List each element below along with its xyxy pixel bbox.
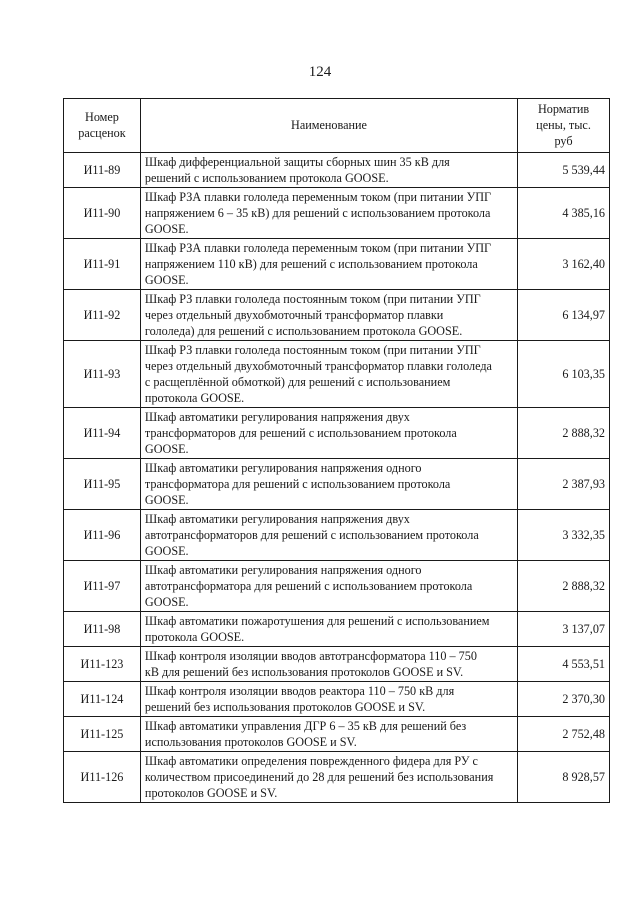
rate-price: 2 888,32: [518, 561, 610, 612]
rate-name-line: гололеда) для решений с использованием протокола GOOSE.: [144, 324, 463, 338]
rate-name: [140, 717, 517, 752]
rate-name-line: GOOSE.: [144, 544, 189, 558]
price-table: [63, 98, 610, 803]
table-row: [64, 752, 610, 803]
rate-name-line: Шкаф автоматики регулирования напряжения двух: [144, 512, 410, 526]
rate-name-line: Шкаф автоматики пожаротушения для решений с использованием: [144, 614, 490, 628]
rate-code: И11-124: [64, 682, 141, 717]
rate-code: И11-89: [64, 153, 141, 188]
rate-name: [140, 510, 517, 561]
table-row: [64, 682, 610, 717]
rate-code: И11-91: [64, 239, 141, 290]
rate-code: И11-97: [64, 561, 141, 612]
rate-name: [140, 612, 517, 647]
rate-name-line: автотрансформаторов для решений с использованием протокола: [144, 528, 479, 542]
rate-name-line: Шкаф автоматики регулирования напряжения одного: [144, 461, 422, 475]
rate-name-line: решений без использования протоколов GOOSE и SV.: [144, 700, 426, 714]
rate-price: 2 888,32: [518, 408, 610, 459]
rate-name-line: решений с использованием протокола GOOSE.: [144, 171, 389, 185]
rate-name: [140, 561, 517, 612]
rate-name-line: Шкаф автоматики управления ДГР 6 – 35 кВ для решений без: [144, 719, 467, 733]
rate-name: [140, 290, 517, 341]
rate-code: И11-126: [64, 752, 141, 803]
rate-price: 6 103,35: [518, 341, 610, 408]
rate-price: 3 332,35: [518, 510, 610, 561]
rate-code: И11-95: [64, 459, 141, 510]
rate-name: [140, 647, 517, 682]
rate-name-line: через отдельный двухобмоточный трансформатор плавки: [144, 308, 444, 322]
table-row: [64, 153, 610, 188]
table-row: [64, 510, 610, 561]
rate-name-line: GOOSE.: [144, 493, 189, 507]
rate-price: 4 553,51: [518, 647, 610, 682]
table-row: [64, 408, 610, 459]
rate-price: 4 385,16: [518, 188, 610, 239]
header-code-line: Номер: [85, 110, 119, 124]
table-header-row: [64, 99, 610, 153]
rate-name-line: напряжением 110 кВ) для решений с использованием протокола: [144, 257, 478, 271]
rate-name-line: Шкаф РЗА плавки гололеда переменным током (при питании УПГ: [144, 190, 492, 204]
rate-name: [140, 153, 517, 188]
rate-name: [140, 459, 517, 510]
rate-name-line: автотрансформатора для решений с использованием протокола: [144, 579, 473, 593]
rate-code: И11-92: [64, 290, 141, 341]
rate-price: 2 370,30: [518, 682, 610, 717]
rate-name-line: протоколов GOOSE и SV.: [144, 786, 278, 800]
table-body: [64, 153, 610, 803]
rate-name-line: протокола GOOSE.: [144, 391, 245, 405]
rate-name-line: трансформатора для решений с использованием протокола: [144, 477, 451, 491]
rate-name-line: с расщеплённой обмоткой) для решений с использованием: [144, 375, 451, 389]
header-price-line: руб: [554, 134, 573, 148]
table-row: [64, 561, 610, 612]
rate-code: И11-94: [64, 408, 141, 459]
rate-price: 5 539,44: [518, 153, 610, 188]
rate-price: 2 387,93: [518, 459, 610, 510]
rate-name-line: Шкаф РЗ плавки гололеда постоянным током (при питании УПГ: [144, 343, 481, 357]
rate-name: [140, 239, 517, 290]
rate-price: 3 137,07: [518, 612, 610, 647]
header-price: [518, 99, 610, 153]
rate-name-line: Шкаф дифференциальной защиты сборных шин 35 кВ для: [144, 155, 450, 169]
rate-name-line: Шкаф автоматики регулирования напряжения двух: [144, 410, 410, 424]
table-row: [64, 341, 610, 408]
rate-price: 2 752,48: [518, 717, 610, 752]
table-row: [64, 647, 610, 682]
rate-name: [140, 752, 517, 803]
table-row: [64, 290, 610, 341]
rate-price: 6 134,97: [518, 290, 610, 341]
header-price-line: Норматив: [537, 102, 590, 116]
rate-name-line: протокола GOOSE.: [144, 630, 245, 644]
rate-name-line: Шкаф контроля изоляции вводов автотрансформатора 110 – 750: [144, 649, 477, 663]
rate-name-line: Шкаф автоматики регулирования напряжения одного: [144, 563, 422, 577]
rate-code: И11-90: [64, 188, 141, 239]
rate-code: И11-123: [64, 647, 141, 682]
rate-price: 3 162,40: [518, 239, 610, 290]
rate-code: И11-93: [64, 341, 141, 408]
rate-code: И11-125: [64, 717, 141, 752]
rate-name: [140, 408, 517, 459]
rate-name-line: GOOSE.: [144, 273, 189, 287]
rate-name-line: напряжением 6 – 35 кВ) для решений с использованием протокола: [144, 206, 491, 220]
header-code: [64, 99, 141, 153]
header-code-line: расценок: [78, 126, 126, 140]
rate-name-line: Шкаф контроля изоляции вводов реактора 110 – 750 кВ для: [144, 684, 455, 698]
table-row: [64, 239, 610, 290]
rate-name-line: GOOSE.: [144, 595, 189, 609]
rate-name-line: кВ для решений без использования протоколов GOOSE и SV.: [144, 665, 464, 679]
rate-name-line: количеством присоединений до 28 для решений без использования: [144, 770, 494, 784]
table-row: [64, 459, 610, 510]
table-row: [64, 188, 610, 239]
rate-name-line: использования протоколов GOOSE и SV.: [144, 735, 357, 749]
header-name: Наименование: [140, 99, 517, 153]
rate-name-line: трансформаторов для решений с использованием протокола: [144, 426, 457, 440]
rate-name: [140, 682, 517, 717]
rate-code: И11-96: [64, 510, 141, 561]
table-row: [64, 612, 610, 647]
rate-code: И11-98: [64, 612, 141, 647]
rate-name-line: GOOSE.: [144, 222, 189, 236]
rate-name-line: Шкаф РЗА плавки гололеда переменным током (при питании УПГ: [144, 241, 492, 255]
table-row: [64, 717, 610, 752]
rate-name-line: Шкаф РЗ плавки гололеда постоянным током (при питании УПГ: [144, 292, 481, 306]
rate-name-line: через отдельный двухобмоточный трансформатор плавки гололеда: [144, 359, 492, 373]
page-number: 124: [308, 64, 332, 80]
rate-name-line: GOOSE.: [144, 442, 189, 456]
rate-name: [140, 341, 517, 408]
rate-name-line: Шкаф автоматики определения поврежденного фидера для РУ с: [144, 754, 478, 768]
rate-name: [140, 188, 517, 239]
rate-price: 8 928,57: [518, 752, 610, 803]
header-price-line: цены, тыс.: [536, 118, 591, 132]
